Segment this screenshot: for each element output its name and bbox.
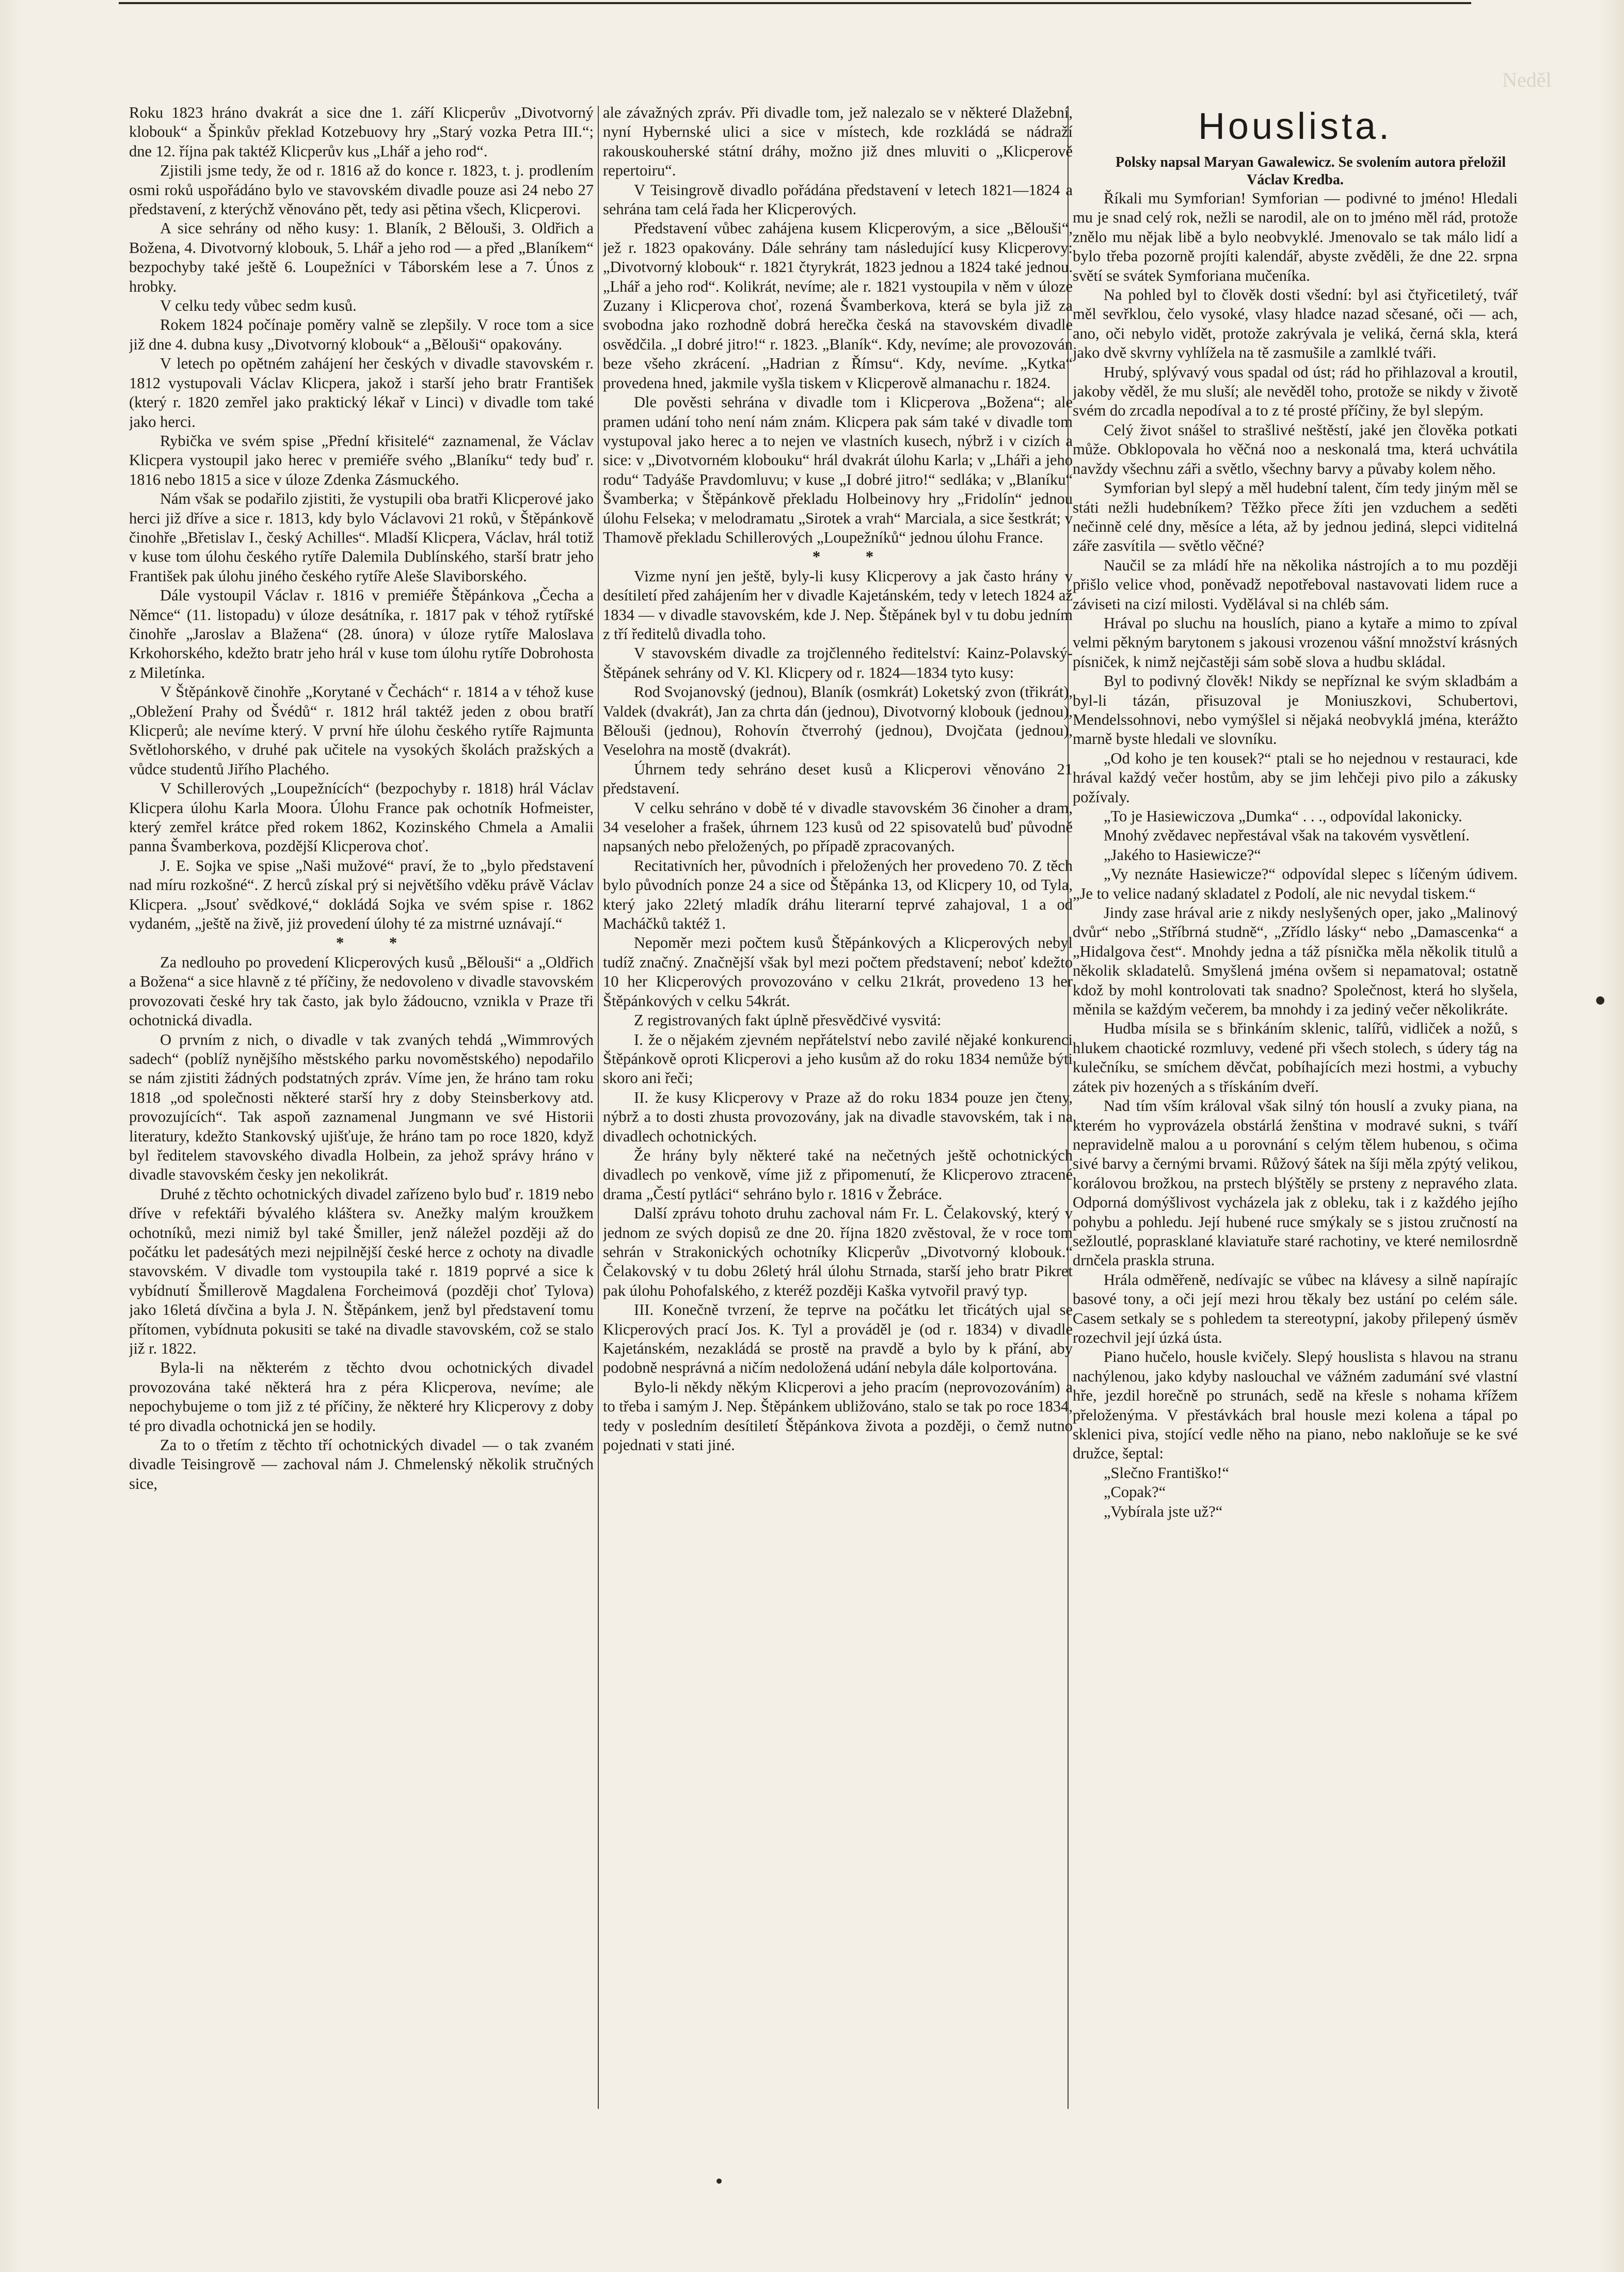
paragraph: Dále vystoupil Václav r. 1816 v premiéře Štěpánkova „Čecha a Němce“ (11. listopadu) v úloze desátníka, r. 1817 pak v téhož rytířské činohře „Jaroslav a Blažena“ (28. února) v úloze rytíře Maloslava Krkohorského, kdežto bratr jeho hrál v kuse tom úlohu rytíře Dobrohosta z Miletínka. (129, 586, 594, 681)
paragraph: ale závažných zpráv. Při divadle tom, jež nalezalo se v některé Dlažební, nyní Hybernské ulici a sice v místech, kde rozkládá se nádraží rakouskouherské státní dráhy, možno již dnes mluviti o „Klicperově repertoiru“. (603, 104, 1073, 180)
paragraph: Že hrány byly některé také na nečetných ještě ochotnických divadlech po venkově, víme již z připomenutí, že Klicperovo ztracené drama „Čestí pytláci“ sehráno bylo r. 1816 v Žebráce. (603, 1146, 1073, 1203)
paragraph: Rokem 1824 počínaje poměry valně se zlepšily. V roce tom a sice již dne 4. dubna kusy „Divotvorný klobouk“ a „Bělouši“ opakovány. (129, 316, 594, 353)
paragraph: V Teisingrově divadlo pořádána představení v letech 1821—1824 a sehrána tam celá řada her Klicperových. (603, 181, 1073, 218)
column-2-article (603, 103, 1073, 2184)
column-divider (598, 106, 599, 2109)
paragraph: Nepoměr mezi počtem kusů Štěpánkových a Klicperových nebyl tudíž značný. Značnější však byl mezi počtem představení; neboť kdežto 10 her Klicperových provozováno v celku 21krát, provedeno 13 her Štěpánkových v celku 54krát. (603, 934, 1073, 1010)
paragraph: Byl to podivný člověk! Nikdy se nepříznal ke svým skladbám a byl-li tázán, přisuzoval je Moniuszkovi, Schubertovi, Mendelssohnovi, nebo vymýšlel si nějaká neobvyklá jména, kterážto marně byste hledali ve slovníku. (1073, 672, 1518, 748)
paragraph: Na pohled byl to člověk dosti všední: byl asi čtyřicetiletý, tvář měl sevřklou, čelo vysoké, vlasy hladce nazad sčesané, oči — ach, ano, oči nebylo vidět, protože zakrývala je veliká, černá skla, která jako dvě skvrny vyhlížela na tě zasmušile a zamlklé tváři. (1073, 286, 1518, 362)
paragraph: Druhé z těchto ochotnických divadel zařízeno bylo buď r. 1819 nebo dříve v refektáři bývalého kláštera sv. Anežky malým kroužkem ochotníků, mezi nimiž byl také Šmiller, jenž náležel později až do počátku let padesátých mezi nejpilnější české herce z ochoty na divadle stavovském. V divadle tom vystoupila také r. 1819 poprvé a sice k vybídnutí Šmillerově Magdalena Forcheimová (později choť Tylova) jako 16letá dívčina a byla J. N. Štěpánkem, jenž byl představení tomu přítomen, vybídnuta pokusiti se také na divadle stavovském, což se stalo již r. 1822. (129, 1185, 594, 1357)
column-1-article (129, 103, 594, 2184)
paragraph: „Vybírala jste už?“ (1104, 1502, 1223, 1520)
paragraph: I. že o nějakém zjevném nepřátelství nebo zavilé nějaké konkurenci Štěpánkově oproti Klicperovi a jeho kusům až do roku 1834 nemůže býti skoro ani řeči; (603, 1030, 1073, 1087)
section-break: * * (812, 548, 895, 566)
paragraph: Nad tím vším královal však silný tón houslí a zvuky piana, na kterém ho vyprovázela obstárlá ženština v modravé sukni, s tváří nepravidelně malou a u porovnání s celým tělem hubenou, s očima sivé barvy a černými brvami. Růžový šátek na šíji měla zpýtý velikou, korálovou brožkou, na prstech blýštěly se prsteny z nepravého zlata. Odporná domýšlivost vycházela jak z obleku, tak i z každého jejího pohybu a pohledu. Její hubené ruce smýkaly se s jistou zručností na sežloutlé, poprasklané klaviatuře staré rachotiny, ve které nemilosrdně drnčela praskla struna. (1073, 1097, 1518, 1269)
paragraph: Představení vůbec zahájena kusem Klicperovým, a sice „Bělouši“, jež r. 1823 opakovány. Dále sehrány tam následující kusy Klicperovy: „Divotvorný klobouk“ r. 1821 čtyrykrát, 1823 jednou a 1824 také jednou. „Lhář a jeho rod“. Kolikrát, nevíme; ale r. 1821 vystoupila v něm v úloze Zuzany i Klicperova choť, rozená Švamberkova, která se byla již za svobodna jako rozhodně dobrá herečka česká na stavovském divadle osvědčila. „I dobré jitro!“ r. 1823. „Blaník“. Kdy, nevíme; ale provozován beze všeho zkrácení. „Hadrian z Římsu“. Kdy, nevíme. „Kytka“ provedena hned, jakmile vyšla tiskem v Klicperově almanachu r. 1824. (603, 219, 1073, 392)
section-break: * * (336, 934, 418, 952)
paragraph: „Od koho je ten kousek?“ ptali se ho nejednou v restauraci, kde hrával každý večer hostům, aby se jim lehčeji pivo pilo a zákusky požívaly. (1073, 749, 1518, 806)
paragraph: V celku sehráno v době té v divadle stavovském 36 činoher a dram, 34 veseloher a frašek, úhrnem 123 kusů od 22 spisovatelů buď původně napsaných nebo přeložených, po případě zpracovaných. (603, 799, 1073, 855)
paragraph: Recitativních her, původních i přeložených her provedeno 70. Z těch bylo původních ponze 24 a sice od Štěpánka 13, od Klicpery 10, od Tyla, který jako 22letý mladík dráhu literarní teprvé zahajoval, 1 a od Macháčků taktéž 1. (603, 856, 1073, 933)
paragraph: Hudba mísila se s břinkáním sklenic, talířů, vidliček a nožů, s hlukem chaotické rozmluvy, vedené při všech stolech, s údery tág na kulečníku, se smíchem děvčat, pobíhajících mezi hostmi, a vybuchy zátek piv hozených a s třískáním dveří. (1073, 1020, 1518, 1095)
paragraph: Symforian byl slepý a měl hudební talent, čím tedy jiným měl se státi nežli hudebníkem? Těžko přece žíti jen vzduchem a seděti nečinně celé dny, měsíce a léta, až by jednou jediná, slepci viditelná záře zasvítila — světlo věčné? (1073, 479, 1518, 555)
paragraph: Naučil se za mládí hře na několika nástrojích a to mu později přišlo velice vhod, poněvadž nepotřeboval nastavovati lidem ruce a záviseti na cizí milosti. Vydělával si na chléb sám. (1073, 556, 1518, 613)
paragraph: Bylo-li někdy někým Klicperovi a jeho pracím (neprovozováním) a to třeba i samým J. Nep. Štěpánkem ubližováno, stalo se tak po roce 1834, tedy v posledním desítiletí Štěpánkova života a později, o čemž nutno pojednati v stati jiné. (603, 1378, 1073, 1454)
paragraph: Celý život snášel to strašlivé neštěstí, jaké jen člověka potkati může. Obklopovala ho věčná noo a neskonalá tma, která uchvátila navždy všechnu záři a světlo, všechny barvy a půvaby kolem něho. (1073, 421, 1518, 478)
paragraph: V celku tedy vůbec sedm kusů. (160, 297, 357, 315)
paragraph: A sice sehrány od něho kusy: 1. Blaník, 2 Bělouši, 3. Oldřich a Božena, 4. Divotvorný klobouk, 5. Lhář a jeho rod — a před „Blaníkem“ bezpochyby také ještě 6. Loupežníci v Táborském lese a 7. Únos z hrobky. (129, 219, 594, 295)
paragraph: J. E. Sojka ve spise „Naši mužové“ praví, že to „bylo představení nad míru rozkošné“. Z herců získal prý si největšího vděku právě Václav Klicpera. „Jsouť svědkové,“ dokládá Sojka ve svém spise r. 1862 vydaném, „ještě na živě, jiż provedení úlohy té za mistrné uznávají.“ (129, 856, 594, 933)
paragraph: Z registrovaných fakt úplně přesvědčivé vysvitá: (634, 1011, 942, 1029)
paragraph: Zjistili jsme tedy, že od r. 1816 až do konce r. 1823, t. j. prodlením osmi roků uspořádáno bylo ve stavovském divadle pouze asi 24 nebo 27 představení, z kterýchž věnováno pět, tedy asi pětina všech, Klicperovi. (129, 162, 594, 218)
paragraph: O prvním z nich, o divadle v tak zvaných tehdá „Wimmrových sadech“ (poblíž nynějšího městského parku novoměstského) nepodařilo se nám zjistiti žádných podstatných zpráv. Víme jen, že hráno tam roku 1818 „od společnosti některé starší hry z doby Steinsberkovy atd. provozujících“. Tak aspoň zaznamenal Jungmann ve své Historii literatury, kdežto Stankovský ujišťuje, že hráno tam po roce 1820, když byl ředitelem stavovského divadla Holbein, za jehož správy hráno v divadle stavovském česky jen nekolikrát. (129, 1030, 594, 1184)
story-title: Houslista. (1198, 106, 1393, 147)
paragraph: „Jakého to Hasiewicze?“ (1104, 846, 1261, 864)
paragraph: „Slečno Františko!“ (1104, 1464, 1230, 1482)
paragraph: Úhrnem tedy sehráno deset kusů a Klicperovi věnováno 21 představení. (603, 760, 1073, 798)
paragraph: „Copak?“ (1104, 1483, 1166, 1501)
paragraph: Říkali mu Symforian! Symforian — podivné to jméno! Hledali mu je snad celý rok, nežli se narodil, ale on to jméno měl rád, protože znělo mu nějak libě a bylo neobvyklé. Jmenovalo se tak málo lidí a bylo třeba pozorně projíti kalendář, abyste zvěděli, že dne 22. srpna světí se svátek Symforiana mučeníka. (1073, 189, 1518, 284)
paragraph: Vizme nyní jen ještě, byly-li kusy Klicperovy a jak často hrány v desítiletí před zahájením her v divadle Kajetánském, tedy v letech 1824 až 1834 — v divadle stavovském, kde J. Nep. Štěpánek byl v tu dobu jedním z tří ředitelů divadla toho. (603, 567, 1073, 643)
paragraph: Za to o třetím z těchto tří ochotnických divadel — o tak zvaném divadle Teisingrově — zachoval nám J. Chmelenský několik stručných sice, (129, 1436, 594, 1492)
paragraph: Piano hučelo, housle kvičely. Slepý houslista s hlavou na stranu nachýlenou, jako kdyby naslouchal ve vážném zadumání své vlastní hře, jezdil horečně po strunách, sedě na křesle s nohama křížem přeloženýma. V přestávkách bral housle mezi kolena a tápal po sklenici piva, stojící vedle něho na piano, nebo nakloňuje se ke své družce, šeptal: (1073, 1348, 1518, 1463)
paragraph: Byla-li na některém z těchto dvou ochotnických divadel provozována také některá hra z péra Klicperova, nevíme; ale nepochybujeme o tom již z té příčiny, že některé hry Klicperovy z doby té pro divadla ochotnická jen se hodily. (129, 1359, 594, 1435)
paragraph: Rod Svojanovský (jednou), Blaník (osmkrát) Loketský zvon (třikrát), Valdek (dvakrát), Jan za chrta dán (jednou), Divotvorný klobouk (jednou), Bělouši (jednou), Rohovín čtverrohý (jednou), Dvojčata (jednou), Veselohra na mostě (dvakrát). (603, 683, 1073, 759)
paragraph: Roku 1823 hráno dvakrát a sice dne 1. září Klicperův „Divotvorný klobouk“ a Špinkův překlad Kotzebuovy hry „Starý vozka Petra III.“; dne 12. října pak taktéž Klicperův kus „Lhář a jeho rod“. (129, 104, 594, 160)
paragraph: Hrubý, splývavý vous spadal od úst; rád ho přihlazoval a kroutil, jakoby věděl, že mu sluší; ale nevěděl toho, protože se nikdy v životě svém do zrcadla nepodíval a to z té prosté příčiny, že byl slepým. (1073, 363, 1518, 420)
story-byline: Polsky napsal Maryan Gawalewicz. Se svolením autora přeložil Václav Kredba. (1116, 154, 1506, 188)
paragraph: Jindy zase hrával arie z nikdy neslyšených oper, jako „Malinový dvůr“ nebo „Stříbrná studně“, „Zřídlo lásky“ nebo „Damascenka“ a „Hidalgova čest“. Mnohdy jedna a táž písnička měla několik titulů a několik skladatelů. Smyšlená jména ovšem si nepamatoval; ostatně kdož by mohl kontrolovati tak snadno? Společnost, která ho slyšela, měnila se každým večerem, ba mnohdy i za jediný večer několikráte. (1073, 904, 1518, 1019)
paragraph: III. Konečně tvrzení, že teprve na počátku let třicátých ujal se Klicperových prací Jos. K. Tyl a prováděl je (od r. 1834) v divadle Kajetánském, nezakládá se prostě na pravdě a bylo by k přání, aby podobně nesprávná a ničím nedoložená udání nebyla dále kolportována. (603, 1301, 1073, 1377)
paragraph: II. že kusy Klicperovy v Praze až do roku 1834 pouze jen čteny, nýbrž a to dosti zhusta provozovány, jak na divadle stavovském, tak i na divadlech ochotnických. (603, 1088, 1073, 1145)
ink-spot (1596, 996, 1604, 1005)
column-3-story (1073, 103, 1518, 2065)
paragraph: Hrával po sluchu na houslích, piano a kytaře a mimo to zpíval velmi pěkným barytonem s jakousi vrozenou vášní množství krásných písniček, k nimž nejčastěji sám sobě slova a hudbu skládal. (1073, 614, 1518, 671)
paragraph: Mnohý zvědavec nepřestával však na takovém vysvětlení. (1104, 827, 1470, 845)
paragraph: V stavovském divadle za trojčlenného ředitelství: Kainz-Polavský-Štěpánek sehrány od V. Kl. Klicpery od r. 1824—1834 tyto kusy: (603, 644, 1073, 681)
top-rule (119, 2, 1471, 4)
paragraph: Za nedlouho po provedení Klicperových kusů „Bělouši“ a „Oldřich a Božena“ a sice hlavně z té příčiny, že nedovoleno v divadle stavovském provozovati české hry tak často, jak bylo žádoucno, vznikla v Praze tři ochotnická divadla. (129, 953, 594, 1029)
paragraph: „To je Hasiewiczova „Dumka“ . . ., odpovídal lakonicky. (1104, 807, 1462, 825)
paragraph: „Vy neznáte Hasiewicze?“ odpovídal slepec s líčeným údivem. „Je to velice nadaný skladatel z Podolí, ale nic nevydal tiskem.“ (1073, 865, 1518, 902)
paragraph: Dle pověsti sehrána v divadle tom i Klicperova „Božena“; ale pramen udání toho není nám znám. Klicpera pak sám také v divadle tom vystupoval jako herec a to nejen ve vlastních kusech, nýbrž i v cizích a sice: v „Divotvorném klobouku“ hrál dvakrát úlohu Karla; v „Lháři a jeho rodu“ Tadyáše Pravdomluvu; v kuse „I dobré jitro!“ sedláka; v „Blaníku“ Švamberka; v Štěpánkově překladu Holbeinovy hry „Fridolín“ jednou úlohu Felseka; v melodramatu „Sirotek a vrah“ Marciala, a sice šestkrát; v Thamově překladu Schillerových „Loupežníků“ jednou úlohu France. (603, 393, 1073, 546)
ink-spot (717, 2179, 722, 2184)
paragraph: Rybička ve svém spise „Přední křisitelé“ zaznamenal, že Václav Klicpera vystoupil jako herec v premiéře svého „Blaníku“ tedy buď r. 1816 nebo 1815 a sice v úloze Zdenka Zásmuckého. (129, 432, 594, 488)
paragraph: Hrála odměřeně, nedívajíc se vůbec na klávesy a silně napírajíc basové tony, a oči její mezi hrou těkaly bez ustání po celém sále. Casem setkaly se s pohledem ta stereotypní, jakoby přilepený úsměv rozechvil její úzká ústa. (1073, 1270, 1518, 1346)
bleed-through-text: Neděl (1502, 68, 1552, 91)
paragraph: V letech po opětném zahájení her českých v divadle stavovském r. 1812 vystupovali Václav Klicpera, jakož i starší jeho bratr František (který r. 1820 zemřel jako praktický lékař v Linci) v divadle tom také jako herci. (129, 355, 594, 431)
paragraph: Nám však se podařilo zjistiti, že vystupili oba bratři Klicperové jako herci již dříve a sice r. 1813, kdy bylo Václavovi 21 roků, v Štěpánkově činohře „Břetislav I., český Achilles“. Mladší Klicpera, Václav, hrál totiž v kuse tom úlohu českého rytíře Dalemila Dublínského, starší bratr jeho František pak úlohu jiného českého rytíře Aleše Slaviborského. (129, 490, 594, 585)
paragraph: Další zprávu tohoto druhu zachoval nám Fr. L. Čelakovský, který v jednom ze svých dopisů ze dne 20. října 1820 zvěstoval, že v roce tom sehrán v Strakonických ochotníky Klicperův „Divotvorný klobouk.“ Čelakovský v tu dobu 26letý hrál úlohu Strnada, starší jeho bratr Pikret pak úlohu Pohofalského, z kteréž později Kaška vytvořil pravý typ. (603, 1204, 1073, 1299)
paragraph: V Štěpánkově činohře „Korytané v Čechách“ r. 1814 a v téhož kuse „Obležení Prahy od Švédů“ r. 1812 hrál taktéž jeden z obou bratří Klicperů; ale nevíme který. V první hře úlohu českého rytíře Rajmunta Světlohorského, v druhé pak učitele na vysokých školách pražských a vůdce studentů Jiřího Plachého. (129, 683, 594, 778)
paragraph: V Schillerových „Loupežnících“ (bezpochyby r. 1818) hrál Václav Klicpera úlohu Karla Moora. Úlohu France pak ochotník Hofmeister, který zemřel krátce před rokem 1862, Kozinského Chmela a Amalii panna Švamberkova, pozdější Klicperova choť. (129, 780, 594, 855)
